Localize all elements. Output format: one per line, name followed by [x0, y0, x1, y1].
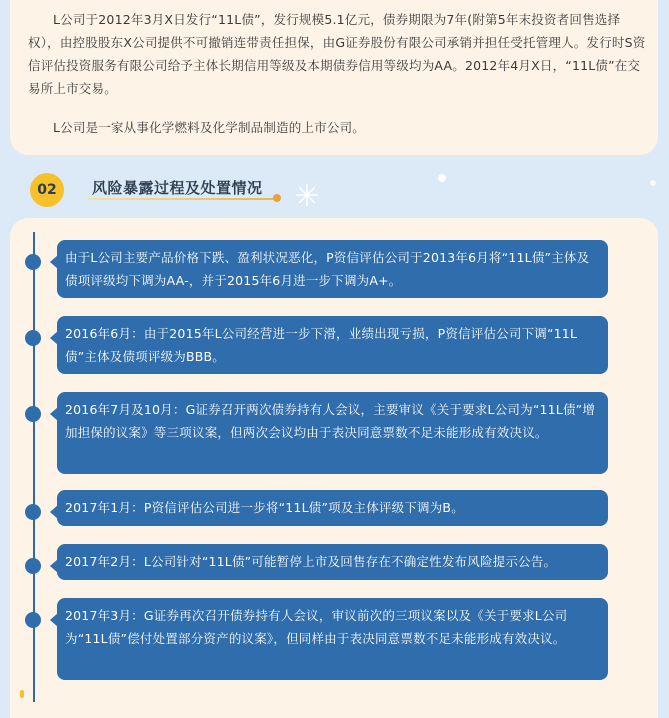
circle-dot-icon — [25, 406, 41, 422]
decoration-dot — [650, 180, 656, 186]
title-underline — [88, 198, 276, 200]
timeline-event-5 — [57, 544, 608, 580]
timeline-event-3 — [57, 392, 608, 474]
timeline-event-6 — [57, 598, 608, 680]
circle-dot-icon — [25, 330, 41, 346]
intro-card — [10, 0, 658, 155]
section-header — [0, 160, 669, 220]
timeline-line — [33, 232, 35, 702]
title-underline-dot — [273, 194, 281, 202]
timeline-event-text: 2016年7月及10月：G证券召开两次债券持有人会议，主要审议《关于要求L公司为“11L债”增加担保的议案》等三项议案，但两次会议均由于表决同意票数不足未能形成有效决议。 — [65, 402, 596, 440]
timeline-event-1 — [57, 240, 608, 298]
timeline-event-4 — [57, 490, 608, 526]
pointer-arrow-icon — [50, 407, 58, 421]
intro-paragraph-1: L公司于2012年3月X日发行“11L债”，发行规模5.1亿元，债券期限为7年(附第5年末投资者回售选择权），由控股股东X公司提供不可撤销连带责任担保，由G证券股份有限公司承销并担任受托管理人。发行时S资信评估投资服务有限公司给予主体长期信用等级及本期债券信用等级均为AA。2012年4月X日，“11L债”在交易所上市交易。 — [28, 12, 646, 96]
timeline-event-2 — [57, 316, 608, 374]
timeline-event-text: 2017年2月：L公司针对“11L债”可能暂停上市及回售存在不确定性发布风险提示公告。 — [65, 554, 557, 569]
snowflake-icon: ✳ — [294, 179, 320, 214]
pointer-arrow-icon — [50, 331, 58, 345]
decoration-dot — [438, 174, 446, 182]
bottom-accent-mark — [20, 690, 24, 698]
circle-dot-icon — [25, 612, 41, 628]
timeline-event-text: 2016年6月：由于2015年L公司经营进一步下滑，业绩出现亏损，P资信评估公司下调“11L债”主体及债项评级为BBB。 — [65, 326, 578, 364]
section-title: 风险暴露过程及处置情况 — [92, 179, 263, 197]
timeline-event-text: 2017年3月：G证券再次召开债券持有人会议，审议前次的三项议案以及《关于要求L公司为“11L债”偿付处置部分资产的议案》，但同样由于表决同意票数不足未能形成有效决议。 — [65, 608, 568, 646]
timeline-event-text: 2017年1月：P资信评估公司进一步将“11L债”项及主体评级下调为B。 — [65, 500, 464, 515]
circle-dot-icon — [25, 558, 41, 574]
circle-dot-icon — [25, 504, 41, 520]
timeline-event-text: 由于L公司主要产品价格下跌、盈利状况恶化，P资信评估公司于2013年6月将“11L债”主体及债项评级均下调为AA-，并于2015年6月进一步下调为A+。 — [65, 250, 590, 288]
pointer-arrow-icon — [50, 559, 58, 573]
pointer-arrow-icon — [50, 255, 58, 269]
circle-dot-icon — [25, 254, 41, 270]
pointer-arrow-icon — [50, 505, 58, 519]
intro-paragraph-2: L公司是一家从事化学燃料及化学制品制造的上市公司。 — [53, 120, 365, 135]
section-number-badge: 02 — [30, 173, 64, 207]
pointer-arrow-icon — [50, 613, 58, 627]
